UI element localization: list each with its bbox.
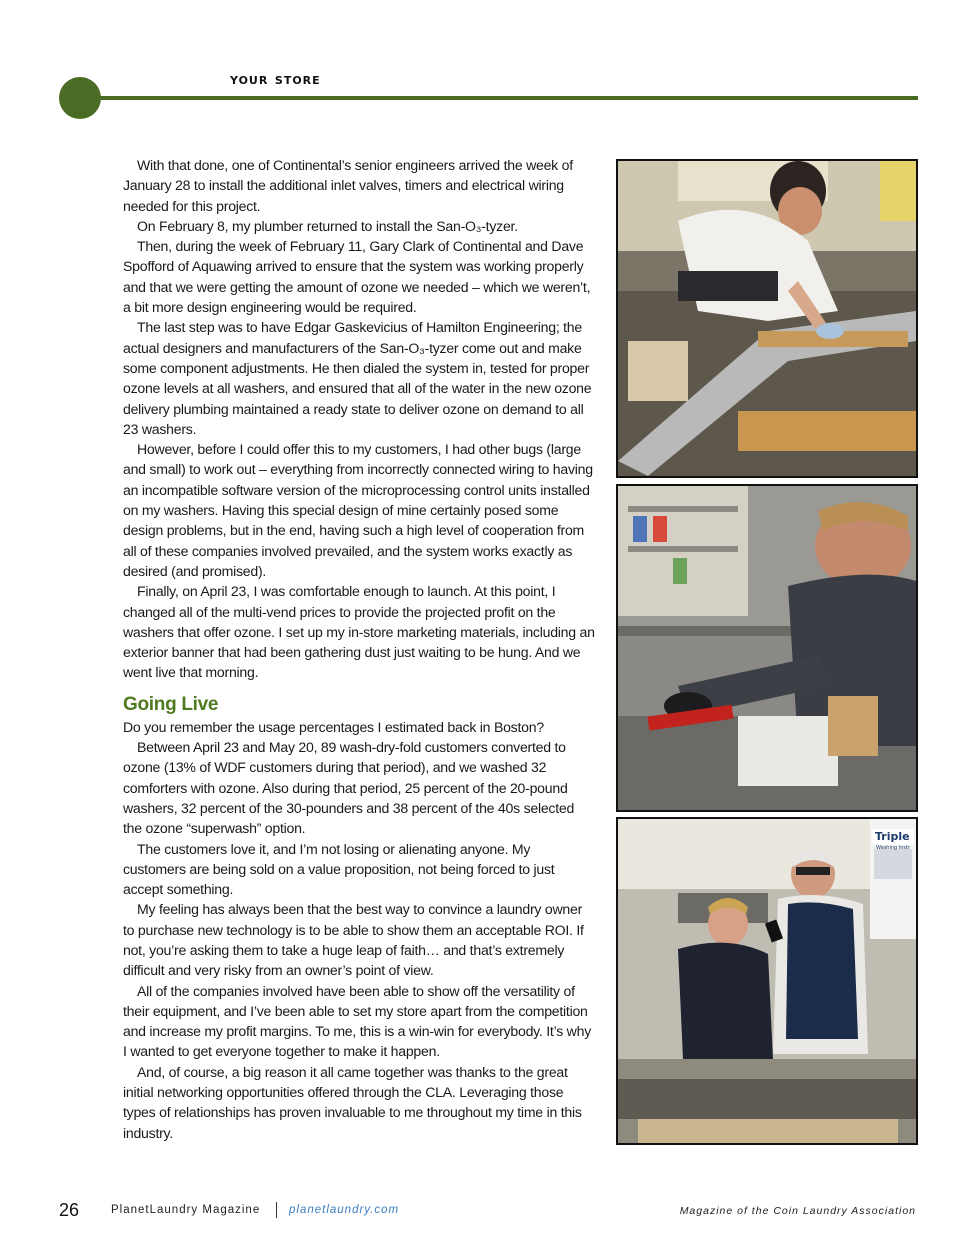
paragraph: And, of course, a big reason it all came together was thanks to the great initial networking opportunities offered through the CLA. Leveraging those types of relationships has proven invaluable to me throughout my time in this industry.: [123, 1063, 582, 1141]
subheading: Going Live: [123, 693, 219, 715]
section-rule: [98, 96, 918, 100]
paragraph: On February 8, my plumber returned to install the San-O₃-tyzer.: [137, 217, 518, 234]
paragraph: The last step was to have Edgar Gaskevicius of Hamilton Engineering; the actual designers and manufacturers of the San-O₃-tyzer come out and make some component adjustments. He then dialed the system in, tested for proper ozone levels at all washers, and ensured that all of the water in the new ozone delivery plumbing maintained a ready state to deliver ozone on demand to all 23 washers.: [123, 319, 592, 437]
paragraph: The customers love it, and I’m not losing or alienating anyone. My customers are being sold on a value proposition, not being forced to just accept something.: [123, 840, 555, 898]
section-label: your store: [230, 69, 321, 88]
paragraph: With that done, one of Continental’s senior engineers arrived the week of January 28 to install the additional inlet valves, timers and electrical wiring needed for this project.: [123, 157, 573, 214]
paragraph: However, before I could offer this to my customers, I had other bugs (large and small) to work out – everything from incorrectly connected wiring to having an incompatible software version of the microprocessing control units installed on my washers. Having this special design of mine certainly posed some design problems, but in the end, having such a high level of cooperation from all of these companies involved prevailed, and the system works exactly as desired (and promised).: [123, 441, 593, 579]
magazine-url-link[interactable]: planetlaundry.com: [289, 1204, 400, 1216]
photo-engineer-installing: [616, 159, 918, 478]
page-number: 26: [59, 1200, 80, 1220]
paragraph: All of the companies involved have been able to show off the versatility of their equipment, and I’ve been able to set my store apart from the competition and increase my profit margins. To me, this is a win-win for everybody. It’s why I wanted to get everyone together to make it happen.: [123, 982, 591, 1060]
sign-text: Triple: [875, 830, 910, 843]
magazine-tagline: Magazine of the Coin Laundry Association: [679, 1205, 916, 1217]
paragraph: Then, during the week of February 11, Gary Clark of Continental and Dave Spofford of Aquawing arrived to ensure that the system was working properly and that we were getting the amount of ozone we needed – which we weren’t, a bit more design engineering would be required.: [123, 238, 591, 316]
sign-subtext: Washing Instr: [876, 845, 911, 851]
section-bullet: [59, 77, 101, 119]
paragraph: Do you remember the usage percentages I estimated back in Boston?: [123, 718, 544, 735]
footer-divider: [276, 1202, 277, 1218]
article-body: [123, 155, 595, 1143]
magazine-name: PlanetLaundry Magazine: [111, 1204, 261, 1216]
photo-men-with-phone: [616, 817, 918, 1145]
photo-technician-working: [616, 484, 918, 812]
page-footer: [0, 1200, 960, 1224]
paragraph: Finally, on April 23, I was comfortable enough to launch. At this point, I changed all of the multi-vend prices to provide the projected profit on the washers that offer ozone. I set up my in-store marketing materials, including an exterior banner that had been gathering dust just waiting to be hung. And we went live that morning.: [123, 583, 595, 681]
paragraph: Between April 23 and May 20, 89 wash-dry-fold customers converted to ozone (13% of WDF customers during that period), and we washed 32 comforters with ozone. Also during that period, 25 percent of the 20-pound washers, 32 percent of the 30-pounders and 38 percent of the 40s selected the ozone “superwash” option.: [123, 739, 575, 837]
paragraph: My feeling has always been that the best way to convince a laundry owner to purchase new technology is to be able to show them an acceptable ROI. If not, you’re asking them to take a huge leap of faith… and that’s extremely difficult and very risky from an owner’s point of view.: [123, 901, 584, 979]
